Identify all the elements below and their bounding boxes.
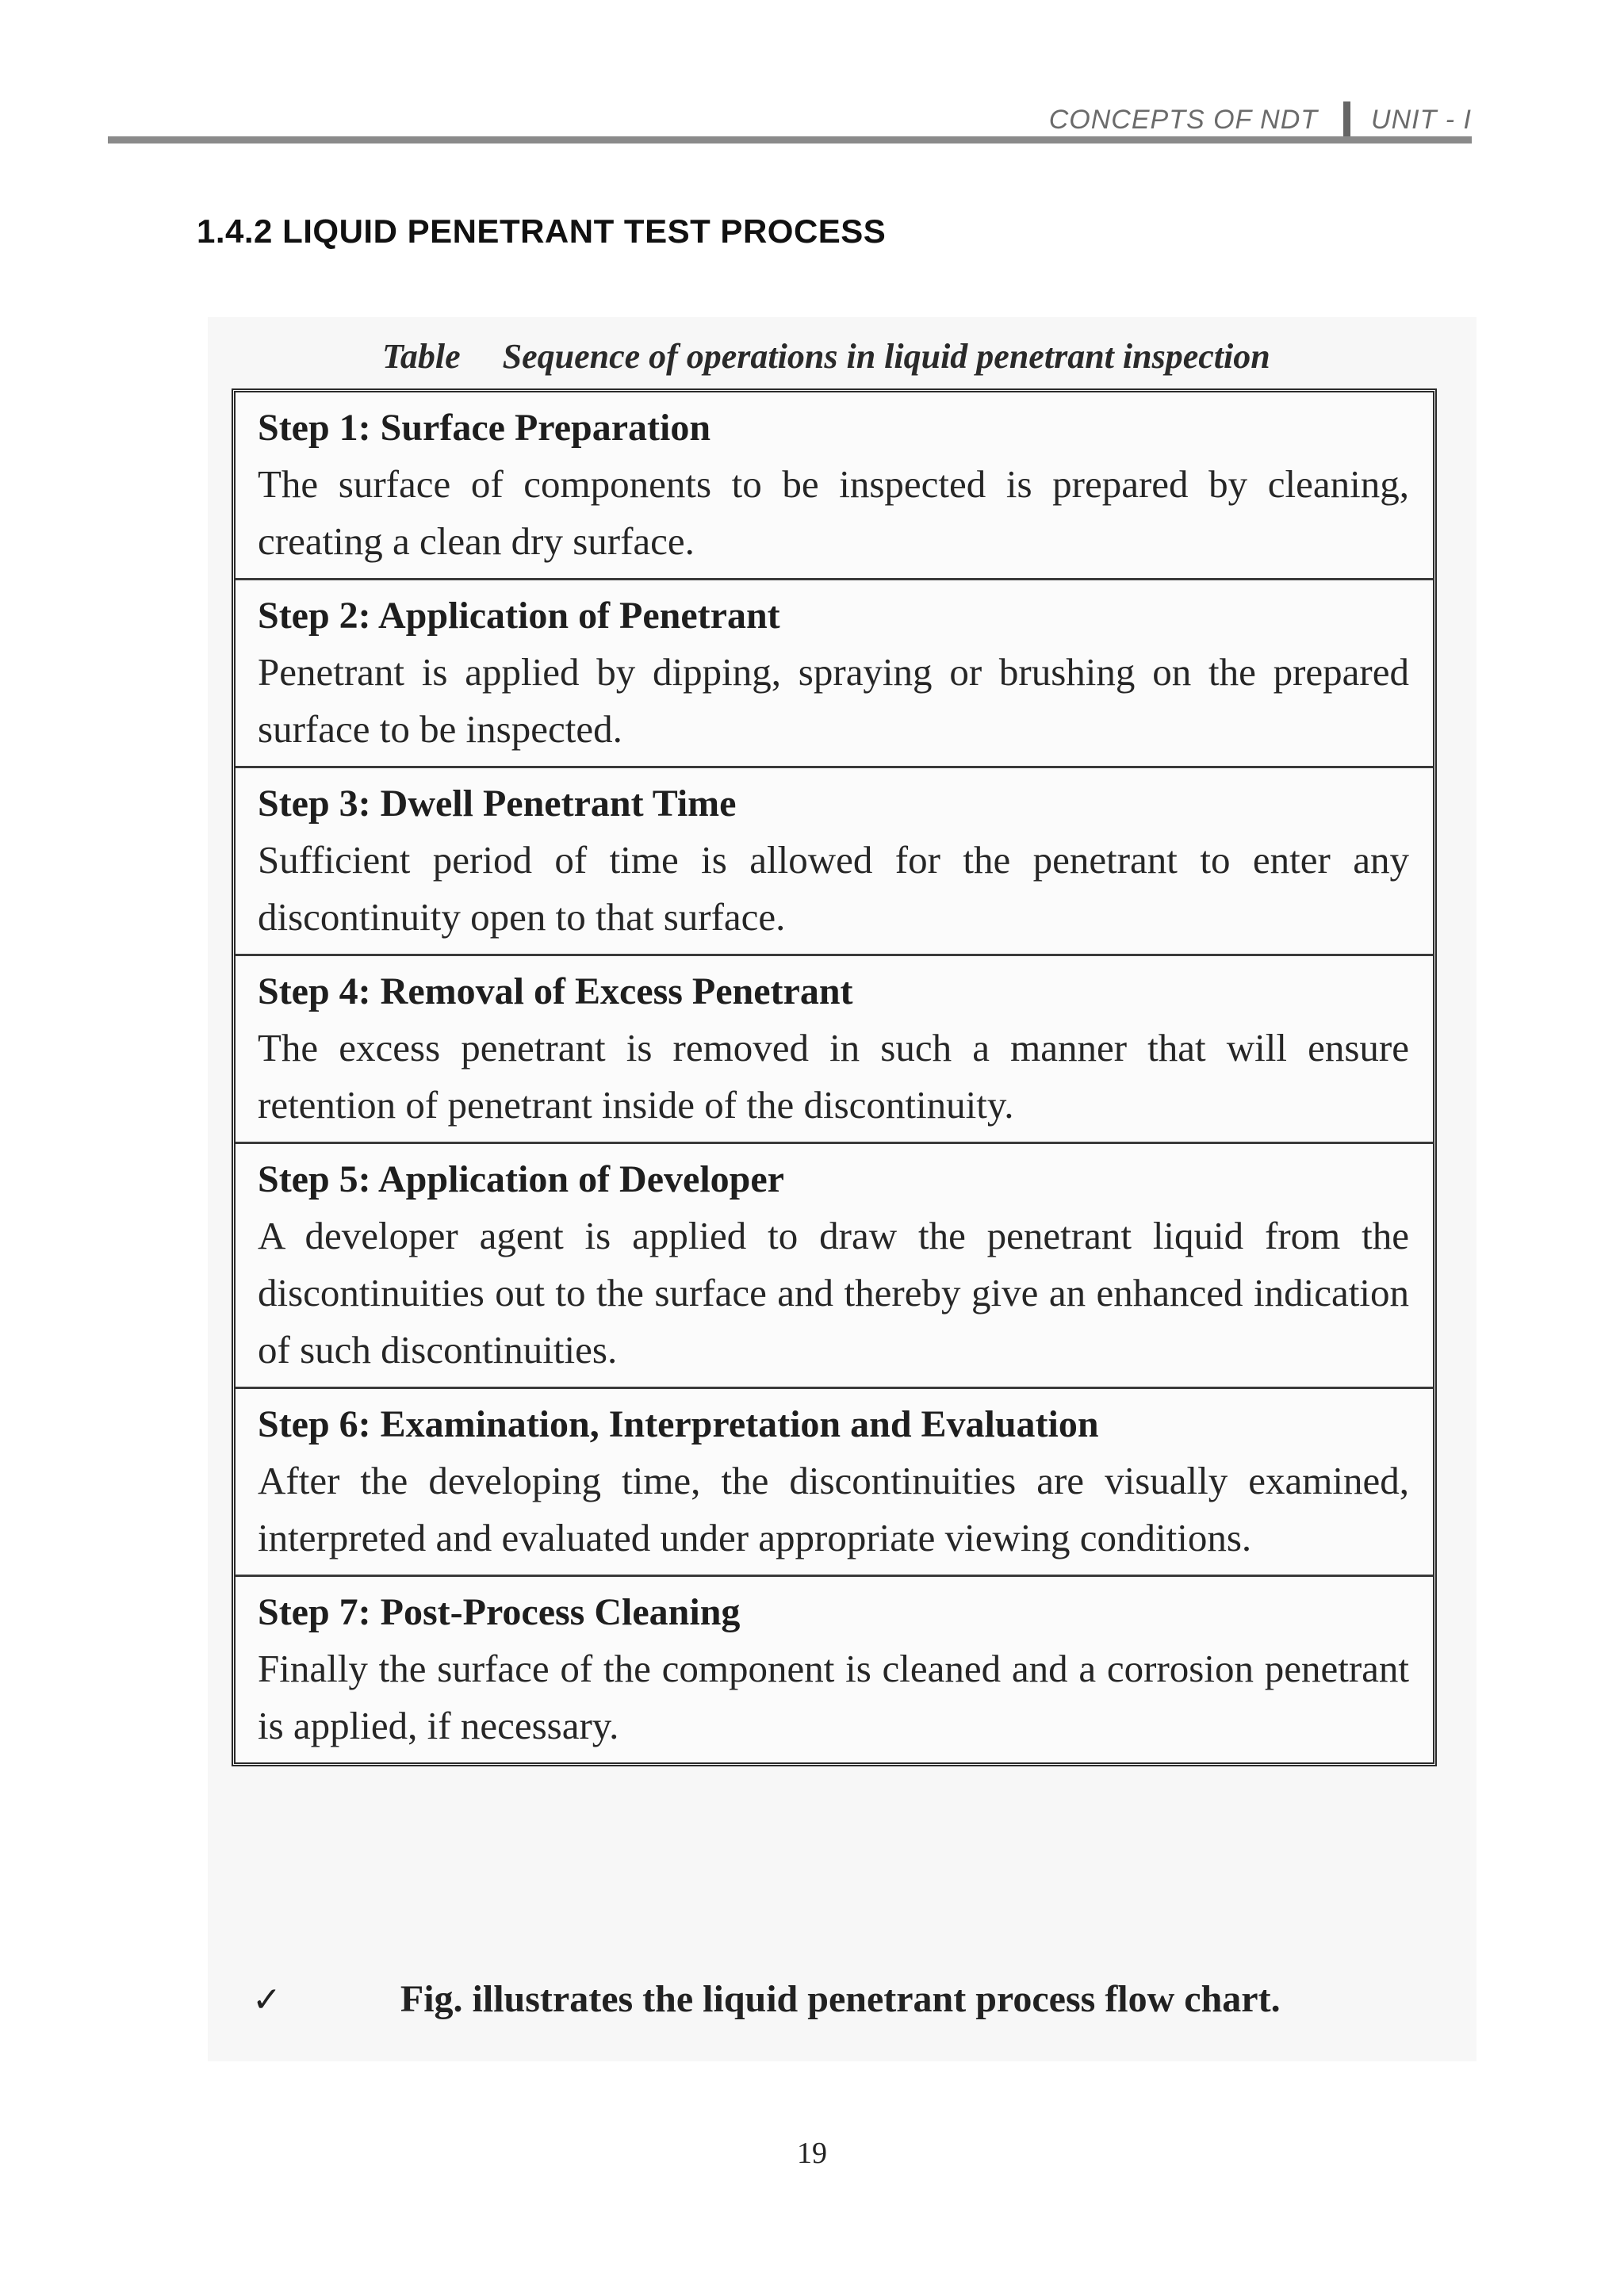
header-course-title: CONCEPTS OF NDT [1048,104,1319,135]
step-row [236,1577,1433,1762]
table-caption-label: Table [382,337,461,376]
step-description: Penetrant is applied by dipping, spraying or brushing on the prepared surface to be inspected. [258,650,1409,751]
step-title: Step 5: Application of Developer [258,1158,784,1200]
figure-note [252,1977,1281,2021]
step-title: Step 6: Examination, Interpretation and Evaluation [258,1403,1099,1445]
step-description: The surface of components to be inspected is prepared by cleaning, creating a clean dry surface. [258,462,1409,563]
figure-note-text: Fig. illustrates the liquid penetrant process flow chart. [400,1978,1281,2020]
step-row [236,1144,1433,1389]
step-title: Step 7: Post-Process Cleaning [258,1591,741,1633]
step-description: The excess penetrant is removed in such a manner that will ensure retention of penetrant inside of the discontinuity. [258,1026,1409,1127]
step-row [236,956,1433,1144]
operations-table [232,388,1437,1766]
step-description: A developer agent is applied to draw the penetrant liquid from the discontinuities out to the surface and thereby give an enhanced indication of such discontinuities. [258,1214,1409,1372]
table-caption-text: Sequence of operations in liquid penetrant inspection [502,337,1270,376]
step-row [236,580,1433,768]
step-title: Step 4: Removal of Excess Penetrant [258,970,853,1012]
header-unit-label: UNIT - I [1371,104,1472,135]
header-separator [1343,101,1350,138]
running-header [1049,101,1472,138]
section-heading: 1.4.2 LIQUID PENETRANT TEST PROCESS [197,212,887,250]
step-title: Step 1: Surface Preparation [258,407,711,449]
step-title: Step 3: Dwell Penetrant Time [258,783,737,825]
page-number: 19 [797,2137,827,2170]
checkmark-icon: ✓ [252,1980,282,2020]
step-row [236,1389,1433,1577]
step-description: After the developing time, the discontinuities are visually examined, interpreted and evaluated under appropriate viewing conditions. [258,1459,1409,1559]
step-title: Step 2: Application of Penetrant [258,595,780,637]
step-description: Sufficient period of time is allowed for the penetrant to enter any discontinuity open to that surface. [258,838,1409,939]
header-rule [108,136,1472,144]
step-row [236,768,1433,956]
step-row [236,392,1433,580]
page-header [108,94,1472,147]
table-caption [382,336,1270,377]
step-description: Finally the surface of the component is cleaned and a corrosion penetrant is applied, if necessary. [258,1647,1409,1747]
